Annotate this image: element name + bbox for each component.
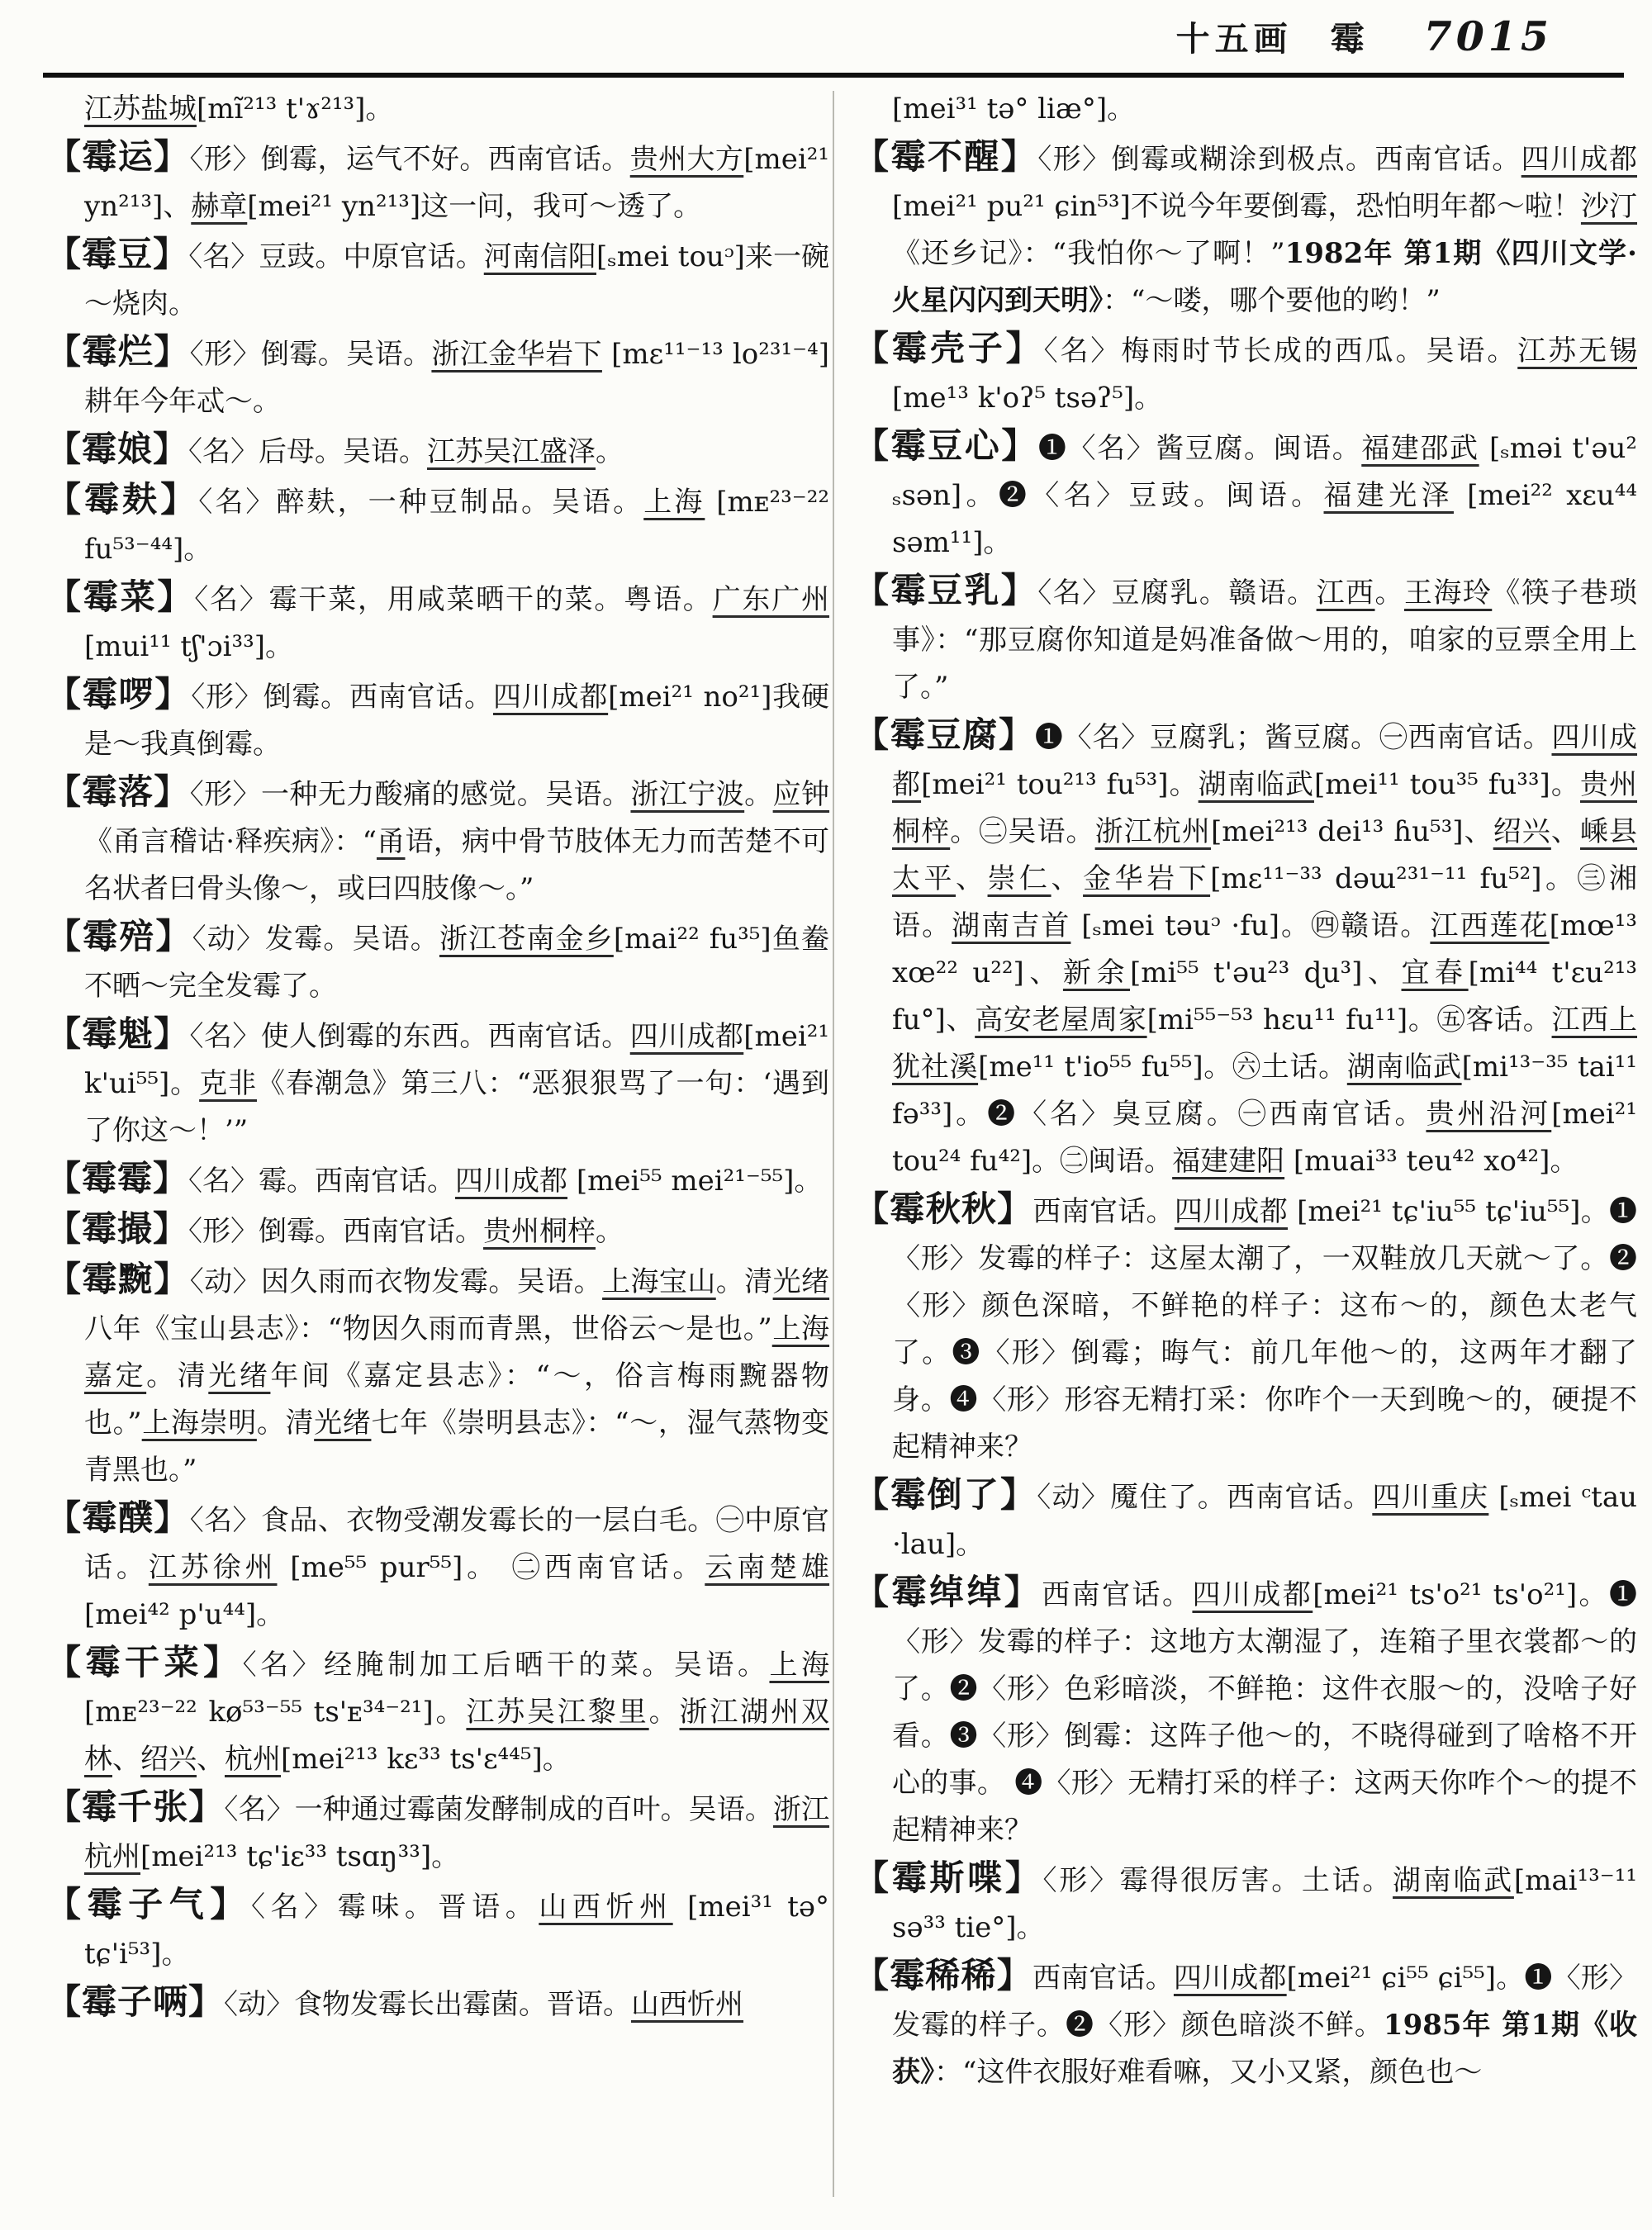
entry-text: 。清 [715, 1265, 773, 1298]
entry-text: [mei³¹ tə° liæ°]。 [892, 93, 1136, 126]
headword: 【霉倒了】 [854, 1474, 1037, 1515]
dictionary-entry [854, 1952, 1637, 2096]
entry-text: [mei²¹ tɕ'iu⁵⁵ tɕ'iu⁵⁵]。❶〈形〉发霉的样子：这屋太潮了，一双鞋放几天就～了。❷〈形〉颜色深暗，不鲜艳的样子：这布～的，颜色太老气了。❸〈形〉倒霉；晦气：前几年他～的，这两年才翻了身。❹〈形〉形容无精打采：你咋个一天到晚～的，硬提不起精神来？ [892, 1195, 1638, 1464]
entry-text: [mi⁴⁴ t'ɛu²¹³ fu°]、 [892, 956, 1638, 1037]
entry-text: 西南官话。 [1032, 1195, 1175, 1228]
entry-text: 七年《崇明县志》：“～，湿气蒸物变青黑也。” [84, 1407, 830, 1487]
entry-text: [mᴇ²³⁻²² fu⁵³⁻⁴⁴]。 [84, 486, 830, 566]
dictionary-entry [854, 567, 1637, 711]
dictionary-entry [46, 671, 829, 768]
entry-text: 年间《嘉定县志》：“～，俗言梅雨黦器物也。” [84, 1359, 830, 1440]
headword: 【霉豆乳】 [854, 570, 1038, 610]
left-column [46, 86, 829, 2028]
entry-text: ❶〈名〉酱豆腐。闽语。 [1037, 432, 1362, 465]
entry-text: [mei²¹ pu²¹ ɕin⁵³]不说今年要倒霉，恐怕明年都～啦！ [892, 190, 1581, 223]
headword: 【霉娘】 [46, 429, 189, 469]
place-name: 克非 [199, 1067, 258, 1100]
entry-text: [mei²¹ tou²⁴ fu⁴²]。㊁闽语。 [892, 1098, 1638, 1178]
dictionary-entry [854, 1568, 1637, 1854]
entry-text: 〈名〉使人倒霉的东西。西南官话。 [189, 1020, 630, 1053]
entry-text: 〈形〉一种无力酸痛的感觉。吴语。 [189, 778, 631, 811]
entry-text: [mei⁴² p'u⁴⁴]。 [84, 1598, 285, 1631]
headword: 【霉不醒】 [854, 136, 1038, 177]
place-name: 赫章 [191, 190, 248, 223]
place-name: 浙江宁波 [630, 778, 745, 811]
headword: 【霉啰】 [46, 674, 192, 714]
header-rule [43, 73, 1624, 78]
headword: 【霉撮】 [46, 1208, 189, 1249]
headword: 【霉运】 [46, 136, 190, 177]
entry-text: [mei²¹ tou²¹³ fu⁵³]。 [921, 768, 1199, 801]
place-name: 江苏盐城 [84, 93, 197, 126]
place-name: 贵州沿河 [1426, 1098, 1552, 1131]
entry-text: 。 [1374, 576, 1404, 610]
place-name: 广东广州 [712, 583, 829, 616]
entry-text: 。清 [146, 1359, 209, 1393]
entry-text: [mœ¹³ xœ²² u²²]、 [892, 909, 1638, 989]
entry-text: 〈名〉后母。吴语。 [188, 435, 428, 468]
dictionary-entry [46, 476, 829, 573]
place-name: 福建建阳 [1172, 1145, 1285, 1178]
headword: 【霉斯喋】 [854, 1858, 1043, 1898]
page-number: 7015 [1423, 12, 1553, 60]
headword: 【霉醭】 [46, 1497, 190, 1538]
place-name: 甬 [376, 825, 406, 858]
entry-text: [me¹¹ t'io⁵⁵ fu⁵⁵]。㊅土话。 [978, 1051, 1347, 1084]
source-ref: 1982年 第1期《四川文学·火星闪闪到天明》 [892, 237, 1637, 317]
entry-text: 。 [596, 1215, 624, 1248]
place-name: 光绪 [772, 1265, 830, 1298]
dictionary-entry [854, 325, 1637, 422]
place-name: 浙江湖州双林 [84, 1696, 830, 1776]
entry-text: 《还乡记》：“我怕你～了啊！” [892, 237, 1285, 270]
headword: 【霉子唡】 [46, 1981, 225, 2022]
dictionary-entry [46, 425, 829, 476]
entry-text: 、 [1051, 862, 1084, 895]
headword: 【霉黦】 [46, 1259, 190, 1299]
entry-text: [mɛ¹¹⁻¹³ lo²³¹⁻⁴]耕年今年忒～。 [84, 338, 830, 418]
entry-text: [mei²¹³ dei¹³ ɦu⁵³]、 [1210, 815, 1493, 848]
dictionary-entry [46, 1010, 829, 1155]
entry-text: 〈名〉经腌制加工后晒干的菜。吴语。 [242, 1649, 770, 1682]
entry-text: 〈名〉霉。西南官话。 [188, 1165, 456, 1198]
entry-text: [ₛməi t'əu² ₛsən]。❷〈名〉豆豉。闽语。 [892, 432, 1637, 512]
entry-text: 、 [197, 1743, 225, 1776]
entry-text: [mai²² fu³⁵]鱼鲞不晒～完全发霉了。 [84, 923, 829, 1003]
entry-text: [mĩ²¹³ t'ɤ²¹³]。 [197, 93, 394, 126]
place-name: 沙汀 [1580, 190, 1638, 223]
entry-text: 西南官话。 [1042, 1578, 1193, 1611]
stroke-section-label: 十五画 [1175, 19, 1293, 59]
entry-text: 〈动〉发霉。吴语。 [192, 923, 439, 956]
place-name: 应钟 [772, 778, 830, 811]
entry-text: 。 [648, 1696, 680, 1729]
entry-text: 《筷子巷琐事》：“那豆腐你知道是妈准备做～用的，咱家的豆票全用上了。” [892, 576, 1638, 704]
entry-text: 、 [112, 1743, 140, 1776]
dictionary-entry [46, 1255, 829, 1494]
entry-text: 〈名〉梅雨时节长成的西瓜。吴语。 [1043, 334, 1518, 368]
entry-text: 〈动〉因久雨而衣物发霉。吴语。 [189, 1265, 603, 1298]
dictionary-entry [854, 711, 1637, 1185]
entry-text: [mei²¹ no²¹]我硬是～我真倒霉。 [84, 681, 829, 761]
place-name: 江苏吴江盛泽 [427, 435, 596, 468]
dictionary-entry [46, 1155, 829, 1205]
dictionary-entry [854, 86, 1637, 133]
entry-text: [mei³¹ tə° tɕ'i⁵³]。 [84, 1891, 830, 1971]
place-name: 四川成都 [455, 1165, 568, 1198]
place-name: 江苏吴江黎里 [466, 1696, 649, 1729]
headword: 【霉千张】 [46, 1786, 225, 1827]
dictionary-entry [46, 1783, 829, 1881]
entry-text: [ₛmei ᶜtau ·lau]。 [892, 1481, 1638, 1561]
entry-text: 〈名〉醉麸，一种豆制品。吴语。 [198, 486, 644, 519]
dictionary-entry [46, 768, 829, 913]
entry-text: [mi⁵⁵ t'əu²³ ɖu³]、 [1130, 956, 1402, 989]
entry-text: 语，病中骨节肢体无力而苦楚不可名状者曰骨头像～，或曰四肢像～。” [84, 825, 830, 905]
entry-text: [mi⁵⁵⁻⁵³ hɛu¹¹ fu¹¹]。㊄客话。 [1146, 1004, 1552, 1037]
headword: 【霉烂】 [46, 331, 190, 372]
place-name: 上海宝山 [602, 1265, 716, 1298]
entry-text: [mei²¹ yn²¹³]这一问，我可～透了。 [247, 190, 702, 223]
headword: 【霉干菜】 [46, 1642, 243, 1682]
headword: 【霉落】 [46, 771, 190, 812]
source-ref: 1985年 第1期《收获》 [892, 2009, 1638, 2089]
entry-text: ：“～喽，哪个要他的哟！” [1103, 284, 1441, 317]
entry-text: [mai¹³⁻¹¹ sə³³ tie°]。 [892, 1864, 1638, 1944]
place-name: 贵州桐梓 [892, 768, 1638, 848]
entry-text: [mei²¹³ kɛ³³ ts'ɛ⁴⁴⁵]。 [281, 1743, 571, 1776]
headword: 【霉秋秋】 [854, 1189, 1033, 1229]
place-name: 浙江杭州 [84, 1793, 829, 1873]
place-name: 光绪 [314, 1407, 372, 1440]
entry-text: 。 [744, 778, 773, 811]
column-divider [833, 91, 834, 2197]
place-name: 贵州桐梓 [483, 1215, 596, 1248]
entry-text: [mei²¹ k'ui⁵⁵]。 [84, 1020, 830, 1100]
dictionary-entry [46, 1205, 829, 1255]
entry-text: 〈形〉霉得很厉害。土话。 [1042, 1864, 1393, 1897]
dictionary-entry [46, 1639, 829, 1783]
entry-text: [mei²² xɛu⁴⁴ səm¹¹]。 [892, 479, 1638, 559]
entry-text: [mi¹³⁻³⁵ tai¹¹ fə³³]。❷〈名〉臭豆腐。㊀西南官话。 [892, 1051, 1638, 1131]
place-name: 上海崇明 [141, 1407, 257, 1440]
dictionary-entry [46, 230, 829, 328]
place-name: 江苏徐州 [148, 1551, 278, 1584]
entry-text: 〈形〉倒霉，运气不好。西南官话。 [189, 143, 630, 176]
place-name: 湖南临武 [1346, 1051, 1462, 1084]
place-name: 湖南吉首 [952, 909, 1071, 942]
entry-text: 〈名〉豆腐乳。赣语。 [1037, 576, 1317, 610]
place-name: 江西上犹社溪 [892, 1004, 1638, 1084]
dictionary-entry [854, 133, 1637, 325]
place-name: 江西莲花 [1430, 909, 1550, 942]
right-column [854, 86, 1637, 2096]
place-name: 湖南临武 [1393, 1864, 1514, 1897]
place-name: 湖南临武 [1198, 768, 1314, 801]
place-name: 福建邵武 [1361, 432, 1479, 465]
entry-text: 〈形〉倒霉或糊涂到极点。西南官话。 [1037, 143, 1521, 176]
place-name: 绍兴 [140, 1743, 197, 1776]
entry-text: [mei²¹ ɕi⁵⁵ ɕi⁵⁵]。❶〈形〉发霉的样子。❷〈形〉颜色暗淡不鲜。 [892, 1962, 1637, 2042]
place-name: 四川成都 [629, 1020, 744, 1053]
place-name: 上海 [769, 1649, 829, 1682]
headword: 【霉殕】 [46, 916, 192, 956]
entry-text: 。 [596, 435, 624, 468]
dictionary-entry [46, 913, 829, 1010]
dictionary-entry [46, 1881, 829, 1978]
place-name: 绍兴 [1493, 815, 1551, 848]
dictionary-entry [46, 573, 829, 671]
place-name: 江苏无锡 [1517, 334, 1637, 368]
entry-text: 。清 [256, 1407, 315, 1440]
place-name: 福建光泽 [1323, 479, 1454, 512]
place-name: 浙江苍南金乡 [439, 923, 614, 956]
dictionary-entry [854, 1185, 1637, 1471]
headword: 【霉壳子】 [854, 328, 1044, 368]
entry-text: [muai³³ teu⁴² xo⁴²]。 [1284, 1145, 1578, 1178]
place-name: 崇仁 [987, 862, 1051, 895]
place-name: 贵州大方 [629, 143, 744, 176]
entry-text: 〈名〉霉味。晋语。 [250, 1891, 539, 1924]
headword: 【霉菜】 [46, 576, 195, 617]
place-name: 四川重庆 [1372, 1481, 1489, 1514]
place-name: 四川成都 [1174, 1195, 1288, 1228]
place-name: 四川成都 [1192, 1578, 1313, 1611]
place-name: 上海 [643, 486, 705, 519]
radical-character: 霉 [1330, 19, 1366, 59]
entry-text: 〈名〉豆豉。中原官话。 [188, 240, 484, 273]
headword: 【霉霉】 [46, 1158, 189, 1198]
place-name: 浙江金华岩下 [431, 338, 602, 371]
entry-text: [mei¹¹ tou³⁵ fu³³]。 [1313, 768, 1580, 801]
place-name: 宜春 [1401, 956, 1469, 989]
entry-text: [mei⁵⁵ mei²¹⁻⁵⁵]。 [567, 1165, 823, 1198]
headword: 【霉子气】 [46, 1884, 251, 1924]
place-name: 高安老屋周家 [975, 1004, 1147, 1037]
dictionary-entry [46, 328, 829, 425]
entry-text: [mei²¹ ts'o²¹ ts'o²¹]。❶〈形〉发霉的样子：这地方太潮湿了，连箱子里衣裳都～的了。❷〈形〉色彩暗淡，不鲜艳：这件衣服～的，没啥子好看。❸〈形〉倒霉：这阵子他～的，不晓得碰到了啥格不开心的事。 ❹〈形〉无精打采的样子：这两天你咋个～的提不起精神来？ [892, 1578, 1638, 1847]
headword: 【霉豆腐】 [854, 714, 1035, 755]
entry-text: [ₛmei touᵓ]来一碗～烧肉。 [84, 240, 829, 320]
dictionary-entry [46, 86, 829, 133]
entry-text: [mei²¹³ tɕ'iɛ³³ tsɑŋ³³]。 [140, 1840, 460, 1873]
entry-text: 〈名〉食品、衣物受潮发霉长的一层白毛。㊀中原官话。 [84, 1504, 829, 1584]
dictionary-entry [46, 1978, 829, 2028]
entry-text: [me⁵⁵ pur⁵⁵]。 ㊁西南官话。 [277, 1551, 705, 1584]
place-name: 四川成都 [1173, 1962, 1287, 1995]
entry-text: 《春潮急》第三八：“恶狠狠骂了一句：‘遇到了你这～！’” [84, 1067, 829, 1147]
place-name: 山西忻州 [539, 1891, 673, 1924]
entry-text: ：“这件衣服好难看嘛，又小又紧，颜色也～ [934, 2056, 1483, 2089]
page-header [50, 12, 1553, 60]
entry-text: 〈名〉一种通过霉菌发酵制成的百叶。吴语。 [224, 1793, 773, 1826]
entry-text: 、 [1550, 815, 1580, 848]
entry-text: [ₛmei təuᵓ ·fu]。㊃赣语。 [1070, 909, 1431, 942]
entry-text: 〈名〉霉干菜，用咸菜晒干的菜。粤语。 [194, 583, 713, 616]
place-name: 四川成都 [892, 721, 1638, 801]
headword: 【霉麸】 [46, 479, 199, 520]
entry-text: 〈形〉倒霉。吴语。 [189, 338, 432, 371]
place-name: 四川成都 [1521, 143, 1637, 176]
place-name: 浙江杭州 [1094, 815, 1211, 848]
entry-text: 〈形〉倒霉。西南官话。 [191, 681, 493, 714]
entry-text: 。㊁吴语。 [950, 815, 1095, 848]
dictionary-entry [854, 422, 1637, 567]
entry-text: [mɛ¹¹⁻³³ dəɯ²³¹⁻¹¹ fu⁵²]。㊂湘语。 [892, 862, 1638, 942]
place-name: 云南楚雄 [705, 1551, 830, 1584]
place-name: 光绪 [208, 1359, 271, 1393]
entry-text: [mei²¹ yn²¹³]、 [84, 143, 830, 223]
entry-text: ❶〈名〉豆腐乳；酱豆腐。㊀西南官话。 [1034, 721, 1552, 754]
place-name: 金华岩下 [1083, 862, 1211, 895]
entry-text: [mᴇ²³⁻²² kø⁵³⁻⁵⁵ ts'ᴇ³⁴⁻²¹]。 [84, 1696, 467, 1729]
entry-text: 〈动〉魇住了。西南官话。 [1037, 1481, 1373, 1514]
dictionary-entry [854, 1854, 1637, 1952]
entry-text: 西南官话。 [1032, 1962, 1174, 1995]
headword: 【霉稀稀】 [854, 1955, 1032, 1995]
place-name: 新余 [1062, 956, 1131, 989]
place-name: 河南信阳 [483, 240, 596, 273]
place-name: 山西忻州 [631, 1988, 744, 2021]
place-name: 嵊县太平 [892, 815, 1638, 895]
entry-text: 八年《宝山县志》：“物因久雨而青黑，世俗云～是也。” [84, 1312, 772, 1345]
headword: 【霉绰绰】 [854, 1572, 1042, 1612]
entry-text: 《甬言稽诂·释疾病》：“ [84, 825, 377, 858]
place-name: 杭州 [225, 1743, 281, 1776]
dictionary-entry [46, 133, 829, 230]
entry-text: [mui¹¹ tʃ'ɔi³³]。 [84, 630, 294, 663]
place-name: 江西 [1316, 576, 1375, 610]
place-name: 王海玲 [1403, 576, 1493, 610]
place-name: 四川成都 [492, 681, 609, 714]
headword: 【霉魁】 [46, 1013, 190, 1054]
dictionary-entry [854, 1471, 1637, 1568]
place-name: 上海嘉定 [84, 1312, 830, 1393]
headword: 【霉豆心】 [854, 425, 1038, 466]
entry-text: 〈动〉食物发霉长出霉菌。晋语。 [224, 1988, 632, 2021]
headword: 【霉豆】 [46, 234, 189, 274]
entry-text: [me¹³ k'oʔ⁵ tsəʔ⁵]。 [892, 382, 1163, 415]
dictionary-entry [46, 1494, 829, 1639]
entry-text: 〈形〉倒霉。西南官话。 [188, 1215, 484, 1248]
entry-text: 、 [956, 862, 988, 895]
